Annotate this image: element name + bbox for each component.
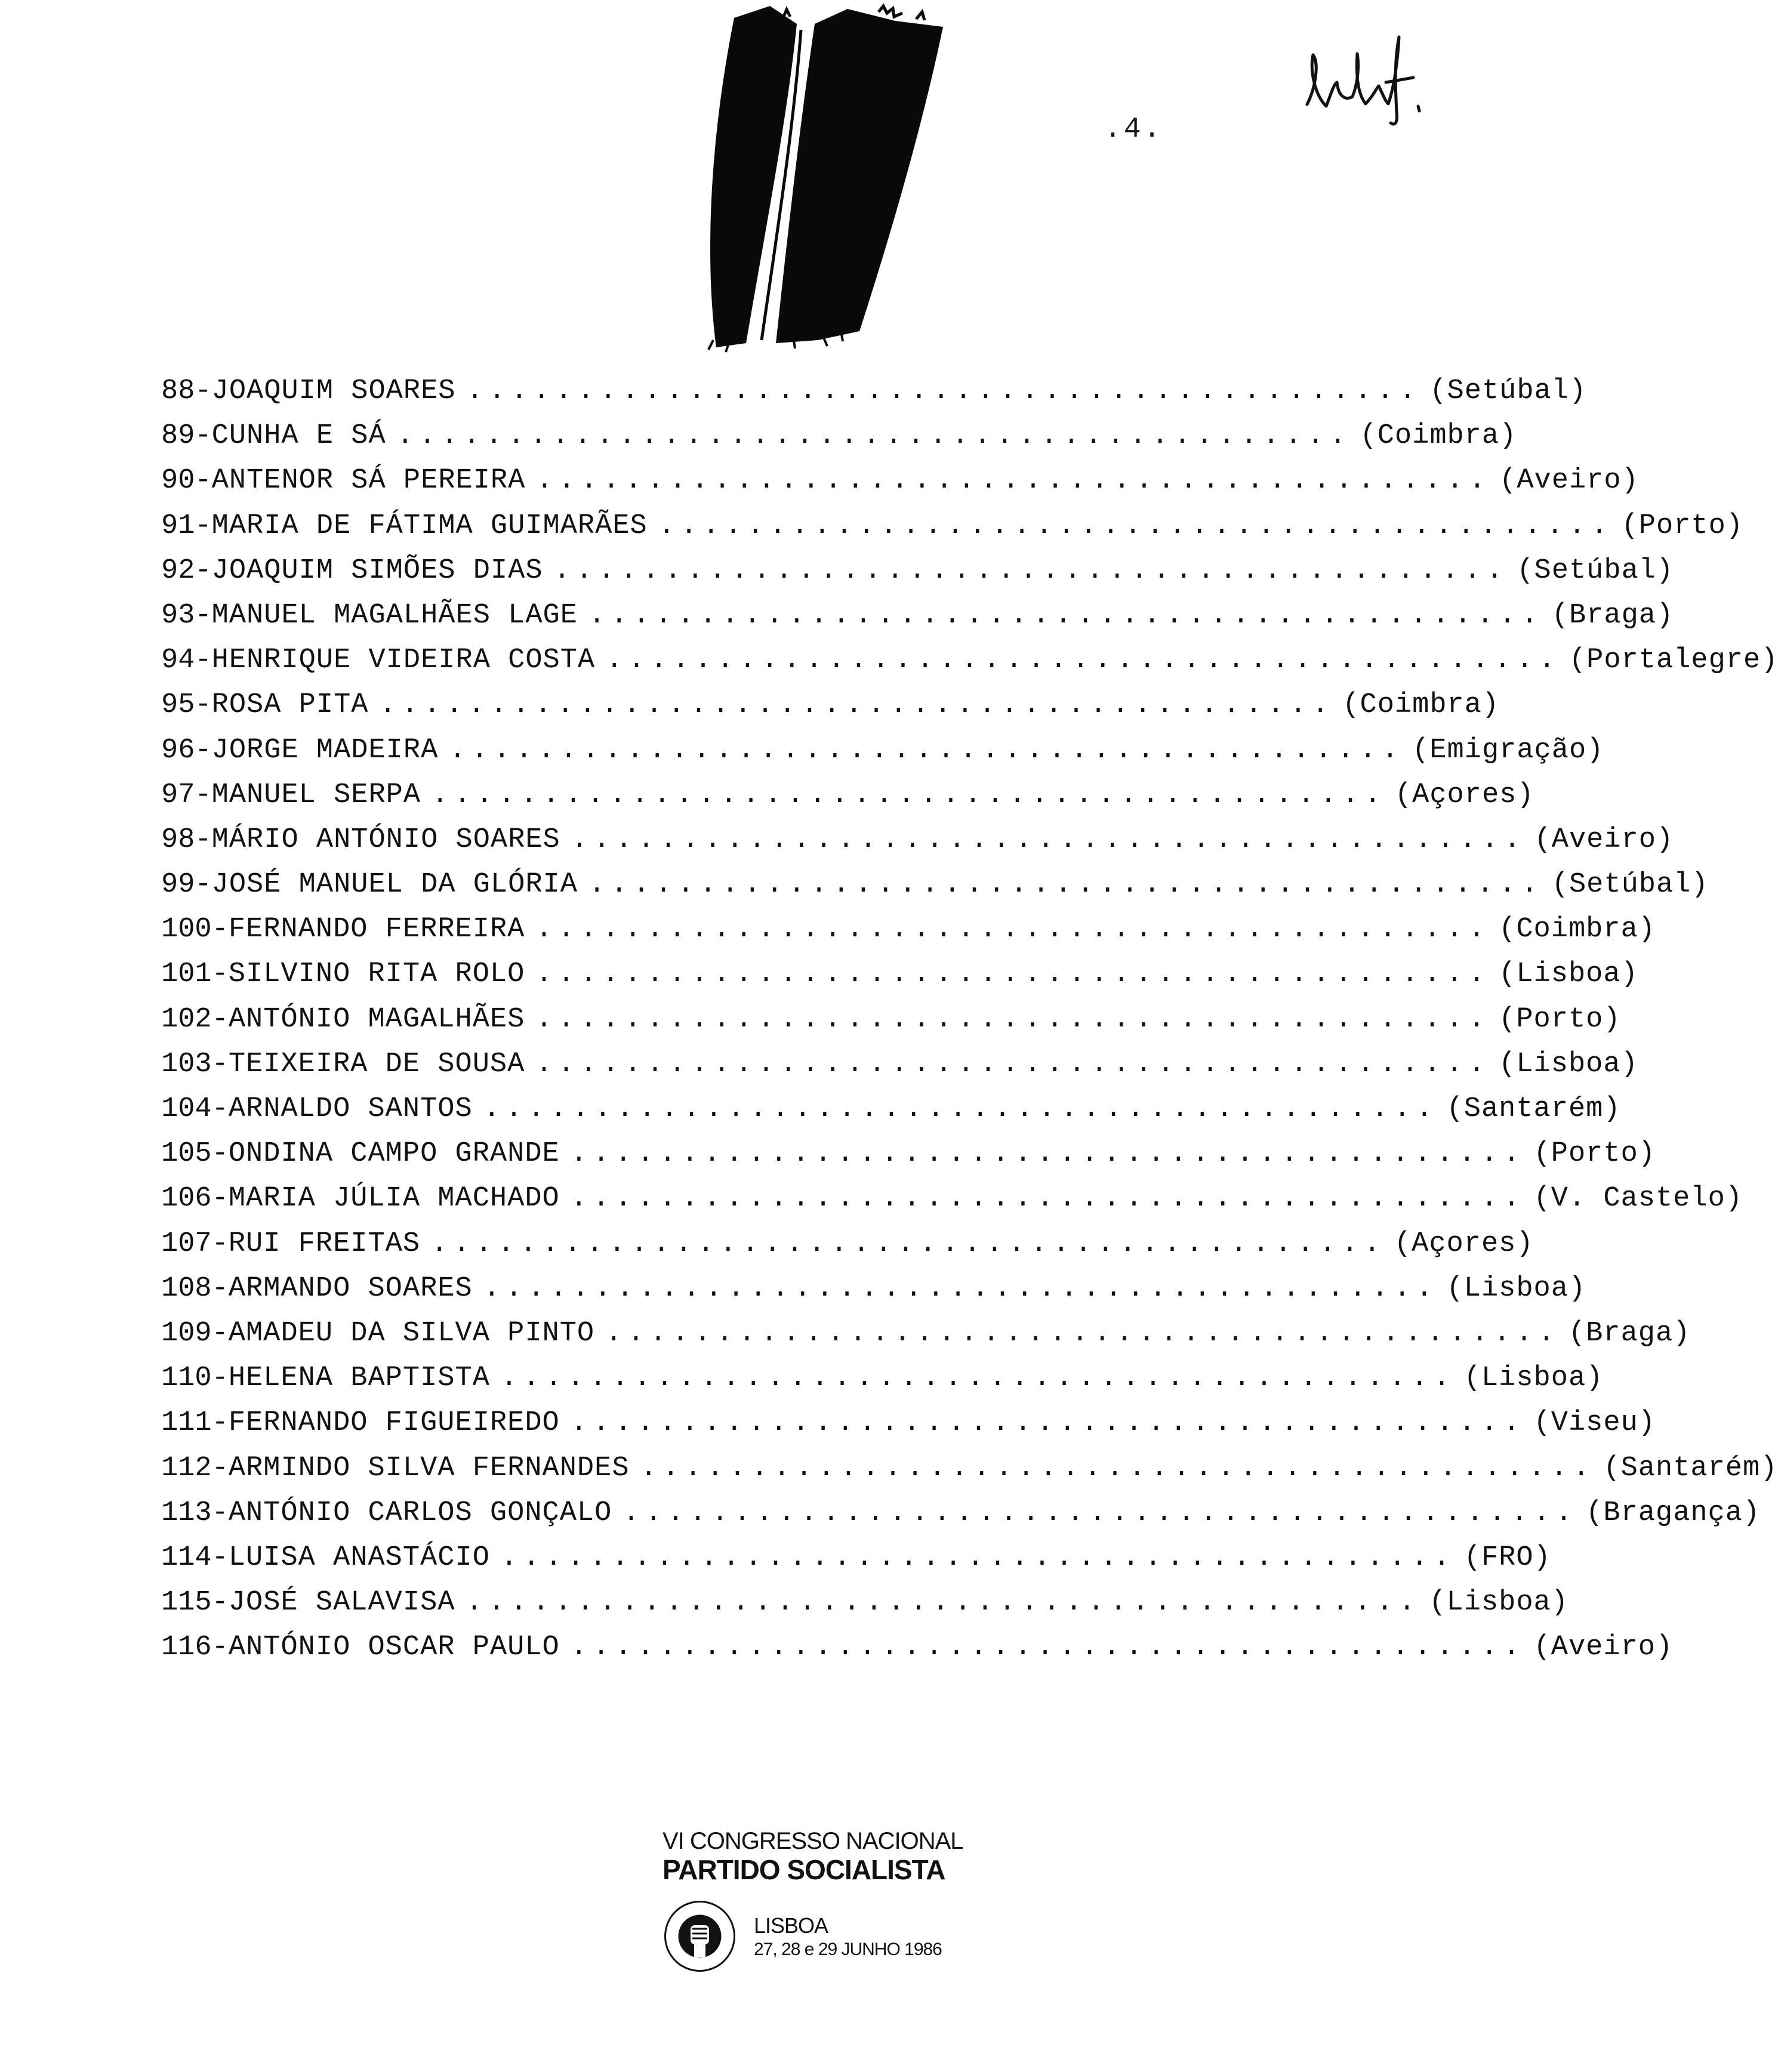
item-number: 89 (161, 420, 195, 452)
item-number: 93 (161, 599, 195, 631)
delegate-region: (Aveiro) (1499, 465, 1639, 497)
item-separator: - (195, 599, 212, 631)
list-item (161, 1311, 1691, 1356)
leader-dots: ........................................... (396, 420, 1352, 452)
delegate-name: TEIXEIRA DE SOUSA (228, 1048, 525, 1080)
list-item (161, 952, 1638, 997)
item-number: 92 (161, 554, 195, 587)
list-item (161, 1625, 1674, 1670)
delegate-region: (Bragança) (1586, 1497, 1761, 1529)
list-item (161, 1401, 1656, 1445)
item-number: 90 (161, 465, 195, 497)
item-number: 115 (161, 1587, 212, 1619)
delegate-region: (Açores) (1394, 1228, 1534, 1260)
list-item (161, 1176, 1743, 1221)
leader-dots: ........................................... (449, 734, 1404, 766)
delegate-region: (Santarém) (1603, 1452, 1778, 1484)
item-number: 98 (161, 824, 195, 856)
item-number: 116 (161, 1632, 212, 1664)
item-number: 102 (161, 1003, 212, 1035)
item-separator: - (211, 1587, 229, 1619)
delegate-name: MÁRIO ANTÓNIO SOARES (211, 824, 560, 856)
item-number: 113 (161, 1497, 212, 1529)
delegate-name: ARNALDO SANTOS (228, 1093, 473, 1125)
leader-dots: ........................................... (466, 1587, 1421, 1619)
list-item (161, 1087, 1621, 1131)
page-number: .4. (1104, 113, 1163, 146)
item-separator: - (211, 1183, 229, 1215)
item-separator: - (211, 1003, 229, 1035)
list-item (161, 1446, 1778, 1491)
delegate-region: (Lisboa) (1446, 1272, 1586, 1305)
leader-dots: ........................................... (570, 1407, 1526, 1439)
list-item (161, 818, 1674, 862)
list-item (161, 548, 1674, 593)
delegate-region: (Portalegre) (1569, 645, 1778, 677)
list-item (161, 458, 1639, 503)
list-item (161, 728, 1604, 773)
leader-dots: ........................................... (483, 1093, 1438, 1125)
leader-dots: ........................................... (466, 375, 1422, 407)
item-separator: - (195, 779, 212, 811)
item-separator: - (211, 914, 229, 946)
item-number: 100 (161, 914, 212, 946)
item-separator: - (195, 554, 212, 587)
delegate-region: (Lisboa) (1463, 1362, 1604, 1395)
delegate-name: FERNANDO FIGUEIREDO (228, 1407, 560, 1439)
delegate-name: ARMINDO SILVA FERNANDES (228, 1452, 630, 1484)
list-item (161, 1131, 1656, 1176)
delegate-name: HENRIQUE VIDEIRA COSTA (211, 645, 596, 677)
leader-dots: ........................................... (588, 869, 1543, 901)
delegate-name: JORGE MADEIRA (211, 734, 439, 766)
delegate-name: ANTÓNIO OSCAR PAULO (228, 1632, 560, 1664)
item-separator: - (195, 869, 212, 901)
delegate-region: (Lisboa) (1499, 958, 1638, 991)
list-item (161, 504, 1744, 548)
item-separator: - (211, 1632, 229, 1664)
delegate-name: ANTÓNIO CARLOS GONÇALO (228, 1497, 612, 1529)
item-number: 111 (161, 1407, 212, 1439)
leader-dots: ........................................... (500, 1362, 1456, 1395)
delegate-name: JOAQUIM SIMÕES DIAS (211, 554, 543, 587)
congress-dates: 27, 28 e 29 JUNHO 1986 (754, 1939, 942, 1959)
list-item (161, 593, 1674, 638)
delegate-list (161, 369, 1778, 1670)
item-separator: - (211, 1317, 229, 1349)
item-separator: - (211, 1541, 229, 1574)
list-item (161, 414, 1517, 458)
delegate-region: (Porto) (1533, 1138, 1656, 1170)
item-separator: - (195, 510, 212, 542)
item-number: 108 (161, 1272, 212, 1305)
party-seal-fist-icon (662, 1899, 737, 1974)
delegate-region: (Setúbal) (1551, 869, 1709, 901)
item-separator: - (211, 958, 229, 991)
list-item (161, 907, 1656, 952)
item-separator: - (195, 375, 212, 407)
item-separator: - (211, 1272, 229, 1305)
delegate-region: (Porto) (1621, 510, 1744, 542)
leader-dots: ........................................... (570, 1632, 1526, 1664)
delegate-name: JOSÉ MANUEL DA GLÓRIA (211, 869, 578, 901)
leader-dots: ........................................... (535, 914, 1491, 946)
delegate-region: (Porto) (1499, 1003, 1621, 1035)
leader-dots: ........................................... (535, 1048, 1491, 1080)
delegate-name: RUI FREITAS (228, 1228, 421, 1260)
item-number: 88 (161, 375, 195, 407)
delegate-name: JOAQUIM SOARES (211, 375, 456, 407)
delegate-name: SILVINO RITA ROLO (228, 958, 525, 991)
congress-city: LISBOA (754, 1913, 828, 1938)
item-separator: - (195, 465, 212, 497)
item-separator: - (195, 824, 212, 856)
leader-dots: ........................................... (535, 958, 1491, 991)
delegate-name: MANUEL SERPA (211, 779, 421, 811)
delegate-region: (Lisboa) (1429, 1587, 1569, 1619)
leader-dots: ........................................... (605, 1317, 1560, 1349)
delegate-region: (Aveiro) (1533, 1632, 1674, 1664)
delegate-name: FERNANDO FERREIRA (228, 914, 525, 946)
list-item (161, 369, 1587, 414)
list-item (161, 683, 1500, 727)
delegate-name: CUNHA E SÁ (211, 420, 386, 452)
item-number: 114 (161, 1541, 212, 1574)
delegate-name: MANUEL MAGALHÃES LAGE (211, 599, 578, 631)
item-number: 95 (161, 689, 195, 722)
item-number: 103 (161, 1048, 212, 1080)
leader-dots: ........................................... (570, 1138, 1526, 1170)
delegate-region: (FRO) (1463, 1541, 1551, 1574)
item-separator: - (211, 1362, 229, 1395)
delegate-name: MARIA DE FÁTIMA GUIMARÃES (211, 510, 648, 542)
list-item (161, 1580, 1569, 1625)
item-separator: - (195, 689, 212, 722)
item-separator: - (211, 1407, 229, 1439)
leader-dots: ........................................... (379, 689, 1335, 722)
delegate-region: (Aveiro) (1534, 824, 1674, 856)
leader-dots: ........................................... (658, 510, 1613, 542)
delegate-region: (Coimbra) (1360, 420, 1517, 452)
leader-dots: ........................................... (623, 1497, 1578, 1529)
list-item (161, 1536, 1551, 1580)
leader-dots: ........................................... (588, 599, 1543, 631)
item-number: 96 (161, 734, 195, 766)
leader-dots: ........................................... (571, 824, 1526, 856)
item-number: 105 (161, 1138, 212, 1170)
leader-dots: ........................................... (535, 1003, 1491, 1035)
delegate-region: (Braga) (1551, 599, 1674, 631)
item-number: 104 (161, 1093, 212, 1125)
list-item (161, 862, 1709, 907)
item-separator: - (211, 1452, 229, 1484)
list-item (161, 1491, 1761, 1536)
leader-dots: ........................................... (640, 1452, 1595, 1484)
item-number: 94 (161, 645, 195, 677)
item-number: 99 (161, 869, 195, 901)
delegate-region: (V. Castelo) (1533, 1183, 1743, 1215)
item-number: 112 (161, 1452, 212, 1484)
list-item (161, 1356, 1604, 1401)
list-item (161, 997, 1621, 1042)
leader-dots: ........................................... (432, 779, 1386, 811)
leader-dots: ........................................... (500, 1541, 1456, 1574)
list-item (161, 1222, 1534, 1266)
item-number: 106 (161, 1183, 212, 1215)
delegate-name: ARMANDO SOARES (228, 1272, 473, 1305)
delegate-region: (Viseu) (1533, 1407, 1656, 1439)
item-number: 101 (161, 958, 212, 991)
item-number: 109 (161, 1317, 212, 1349)
item-separator: - (195, 420, 212, 452)
list-item (161, 1266, 1586, 1311)
item-number: 91 (161, 510, 195, 542)
list-item (161, 638, 1778, 683)
leader-dots: ........................................... (536, 465, 1492, 497)
delegate-name: ONDINA CAMPO GRANDE (228, 1138, 560, 1170)
delegate-name: ANTÓNIO MAGALHÃES (228, 1003, 525, 1035)
delegate-region: (Coimbra) (1342, 689, 1500, 722)
congress-title: VI CONGRESSO NACIONAL (662, 1828, 963, 1854)
delegate-region: (Setúbal) (1429, 375, 1587, 407)
item-separator: - (211, 1048, 229, 1080)
leader-dots: ........................................... (606, 645, 1561, 677)
delegate-name: ROSA PITA (211, 689, 369, 722)
delegate-region: (Emigração) (1412, 734, 1604, 766)
item-separator: - (211, 1497, 229, 1529)
delegate-region: (Açores) (1394, 779, 1534, 811)
leader-dots: ........................................... (553, 554, 1509, 587)
delegate-region: (Santarém) (1446, 1093, 1621, 1125)
delegate-name: HELENA BAPTISTA (228, 1362, 490, 1395)
delegate-name: ANTENOR SÁ PEREIRA (211, 465, 526, 497)
brush-stroke-logo (645, 6, 979, 352)
leader-dots: ........................................... (483, 1272, 1438, 1305)
item-number: 97 (161, 779, 195, 811)
list-item (161, 1042, 1638, 1087)
item-separator: - (211, 1093, 229, 1125)
congress-footer (662, 1828, 997, 1974)
item-separator: - (211, 1228, 229, 1260)
item-separator: - (195, 645, 212, 677)
delegate-name: MARIA JÚLIA MACHADO (228, 1183, 560, 1215)
handwritten-signature (1295, 30, 1438, 131)
item-number: 110 (161, 1362, 212, 1395)
list-item (161, 773, 1534, 818)
item-separator: - (211, 1138, 229, 1170)
item-number: 107 (161, 1228, 212, 1260)
delegate-name: JOSÉ SALAVISA (228, 1587, 455, 1619)
delegate-region: (Lisboa) (1499, 1048, 1638, 1080)
delegate-region: (Coimbra) (1499, 914, 1656, 946)
leader-dots: ........................................... (431, 1228, 1386, 1260)
delegate-name: AMADEU DA SILVA PINTO (228, 1317, 595, 1349)
item-separator: - (195, 734, 212, 766)
leader-dots: ........................................... (570, 1183, 1526, 1215)
delegate-region: (Braga) (1568, 1317, 1691, 1349)
party-name: PARTIDO SOCIALISTA (662, 1854, 945, 1885)
delegate-name: LUISA ANASTÁCIO (228, 1541, 490, 1574)
delegate-region: (Setúbal) (1517, 554, 1674, 587)
